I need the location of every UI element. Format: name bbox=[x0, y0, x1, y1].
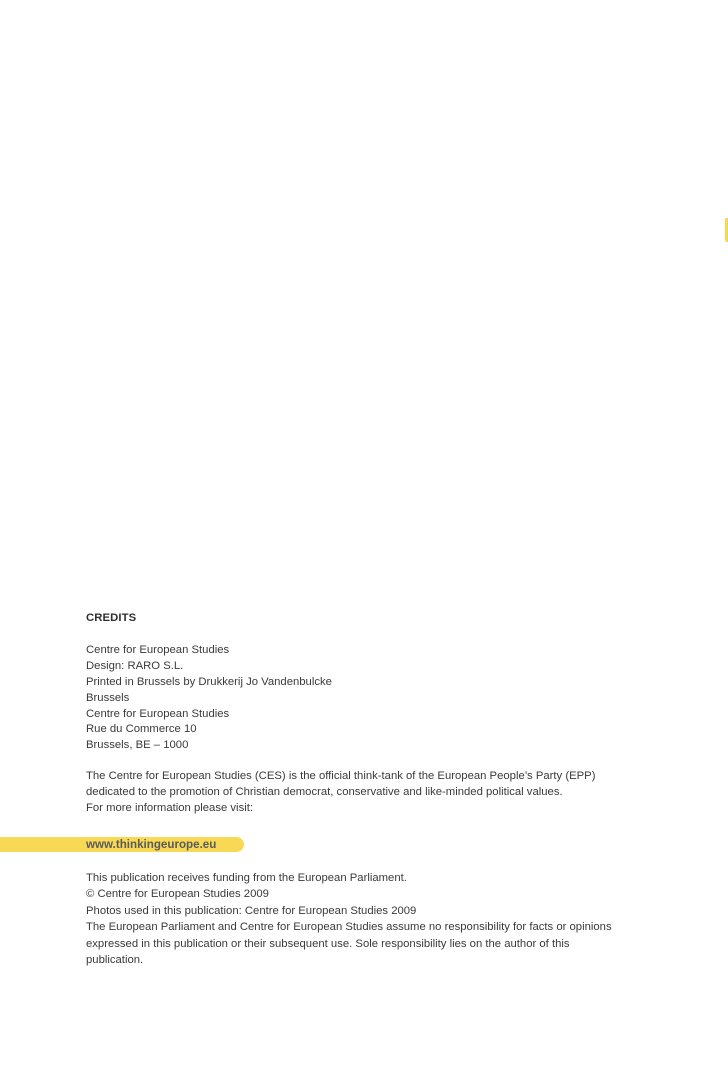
address-line: Brussels, BE – 1000 bbox=[86, 739, 189, 752]
credits-heading: CREDITS bbox=[86, 612, 137, 624]
publication-line: The European Parliament and Centre for European Studies assume no responsibility for facts or opinions bbox=[86, 921, 612, 934]
publication-line: publication. bbox=[86, 954, 144, 967]
address-block bbox=[86, 643, 646, 754]
website-link[interactable]: www.thinkingeurope.eu bbox=[86, 838, 217, 851]
address-line: Brussels bbox=[86, 691, 130, 704]
about-line: For more information please visit: bbox=[86, 802, 254, 815]
about-line: The Centre for European Studies (CES) is the official think-tank of the European People’s Party (EPP) bbox=[86, 770, 596, 783]
address-line: Centre for European Studies bbox=[86, 707, 230, 720]
address-line: Design: RARO S.L. bbox=[86, 659, 184, 672]
credits-section bbox=[86, 611, 646, 832]
about-line: dedicated to the promotion of Christian democrat, conservative and like-minded political values. bbox=[86, 786, 563, 799]
publication-line: This publication receives funding from the European Parliament. bbox=[86, 872, 407, 884]
publication-notice bbox=[86, 870, 646, 968]
publication-line: Photos used in this publication: Centre for European Studies 2009 bbox=[86, 904, 417, 917]
publication-line: expressed in this publication or their subsequent use. Sole responsibility lies on the author of this bbox=[86, 937, 570, 950]
address-line: Centre for European Studies bbox=[86, 643, 230, 656]
address-line: Rue du Commerce 10 bbox=[86, 723, 197, 736]
publication-line: © Centre for European Studies 2009 bbox=[86, 888, 269, 901]
about-block bbox=[86, 769, 646, 817]
address-line: Printed in Brussels by Drukkerij Jo Vandenbulcke bbox=[86, 675, 332, 688]
